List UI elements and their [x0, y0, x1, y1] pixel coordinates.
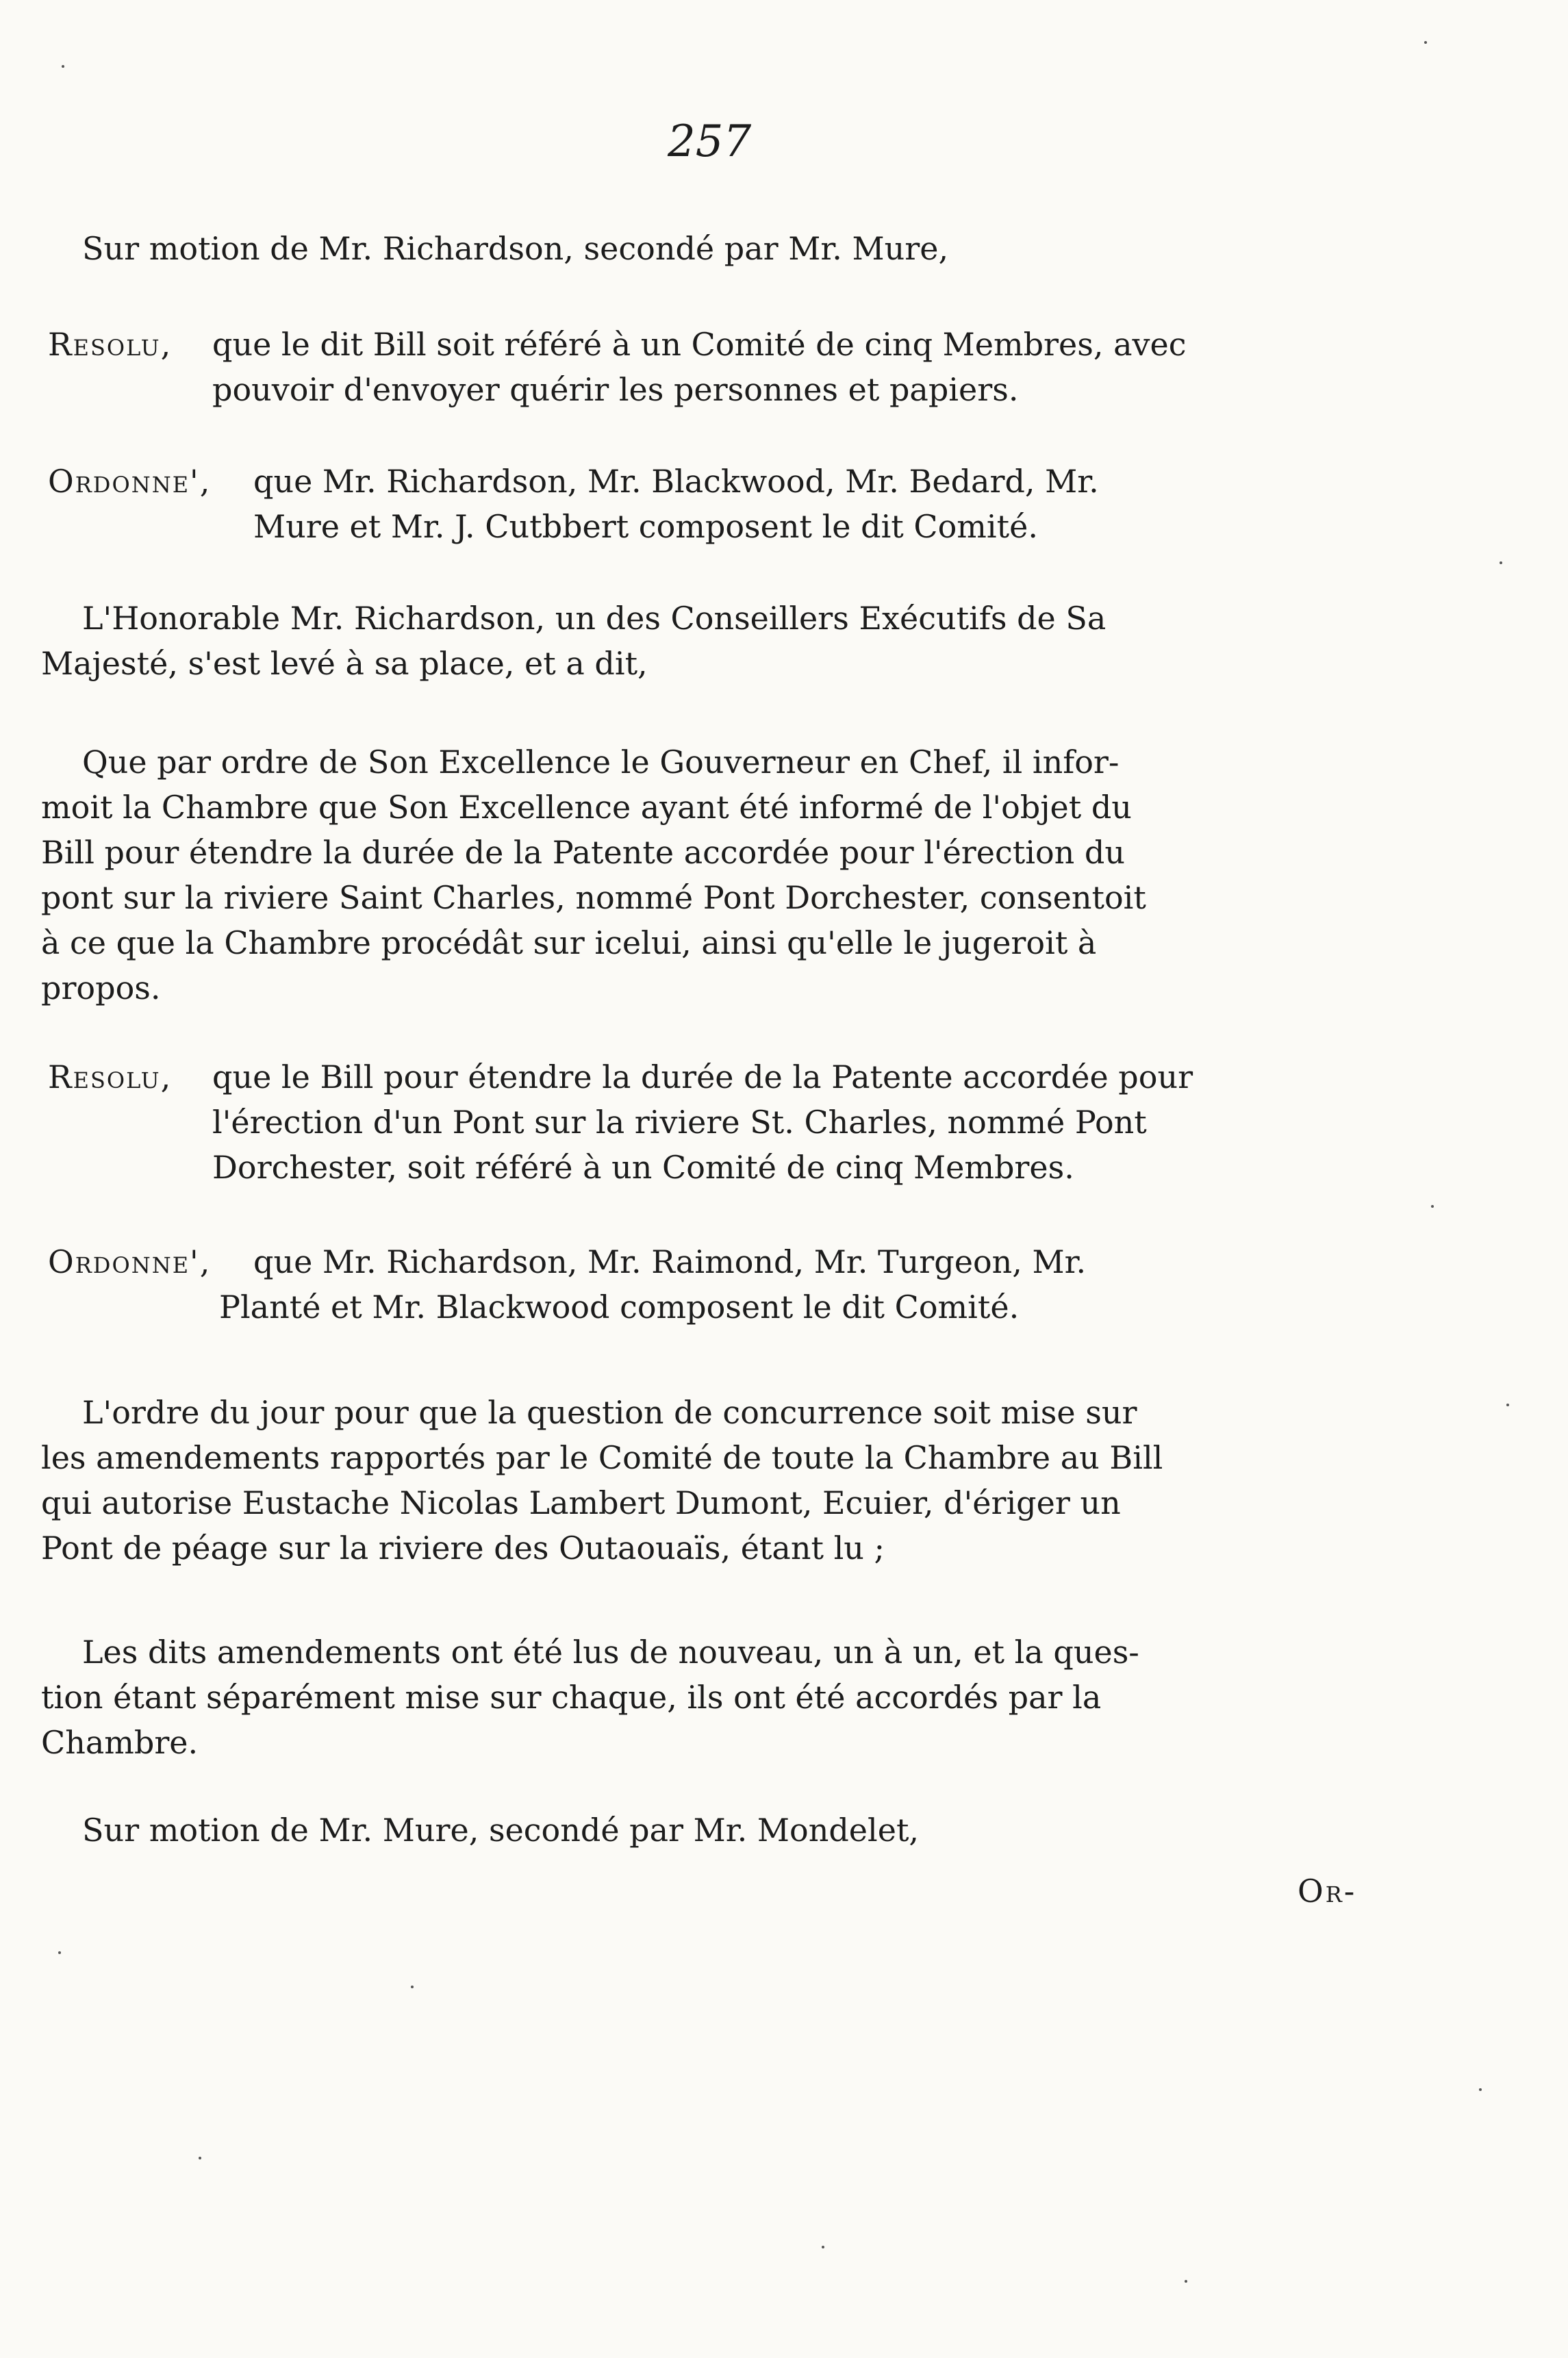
text-line: Que par ordre de Son Excellence le Gouverneur en Chef, il infor- [82, 744, 1120, 781]
speech-paragraph [41, 596, 1107, 686]
resolution-heading: Resolu, [48, 326, 173, 363]
text-line: Les dits amendements ont été lus de nouveau, un à un, et la ques- [82, 1634, 1139, 1671]
scan-speck [1185, 2280, 1187, 2283]
scan-speck [1500, 561, 1502, 564]
message-paragraph [41, 739, 1146, 1011]
text-line: qui autorise Eustache Nicolas Lambert Dumont, Ecuier, d'ériger un [41, 1484, 1121, 1521]
text-line: Sur motion de Mr. Richardson, secondé par Mr. Mure, [82, 230, 949, 267]
text-line: pont sur la riviere Saint Charles, nommé Pont Dorchester, consentoit [41, 879, 1146, 916]
text-line: les amendements rapportés par le Comité de toute la Chambre au Bill [41, 1439, 1163, 1476]
text-line: L'Honorable Mr. Richardson, un des Conseillers Exécutifs de Sa [82, 600, 1107, 637]
scan-speck [411, 1986, 414, 1988]
order-paragraph [253, 459, 1099, 549]
resolution-paragraph [212, 322, 1187, 412]
scan-speck [1431, 1205, 1434, 1208]
scan-speck [58, 1951, 61, 1954]
text-line: Bill pour étendre la durée de la Patente accordée pour l'érection du [41, 834, 1125, 871]
text-line: Chambre. [41, 1724, 199, 1761]
text-line: que le Bill pour étendre la durée de la Patente accordée pour [212, 1058, 1193, 1095]
text-line: Dorchester, soit référé à un Comité de cinq Membres. [212, 1149, 1074, 1186]
text-line: moit la Chambre que Son Excellence ayant été informé de l'objet du [41, 789, 1132, 826]
scan-speck [1424, 41, 1427, 44]
text-line: que Mr. Richardson, Mr. Raimond, Mr. Turgeon, Mr. [253, 1243, 1087, 1280]
order-paragraph [219, 1239, 1087, 1330]
text-line: Pont de péage sur la riviere des Outaouaïs, étant lu ; [41, 1530, 885, 1567]
text-line: Sur motion de Mr. Mure, secondé par Mr. Mondelet, [82, 1812, 920, 1849]
order-of-day-paragraph [41, 1390, 1163, 1571]
amendments-paragraph [41, 1630, 1139, 1765]
text-line: pouvoir d'envoyer quérir les personnes et papiers. [212, 371, 1019, 408]
resolution-paragraph [212, 1054, 1193, 1190]
text-line: propos. [41, 969, 161, 1006]
text-line: l'érection d'un Pont sur la riviere St. Charles, nommé Pont [212, 1104, 1147, 1141]
text-line: L'ordre du jour pour que la question de concurrence soit mise sur [82, 1394, 1137, 1431]
scan-speck [62, 65, 64, 68]
text-line: tion étant séparément mise sur chaque, ils ont été accordés par la [41, 1679, 1102, 1716]
motion-paragraph [82, 1808, 919, 1853]
order-heading: Ordonne', [48, 1243, 212, 1280]
text-line: Mure et Mr. J. Cutbbert composent le dit Comité. [253, 508, 1038, 545]
scan-speck [1506, 1404, 1509, 1406]
scan-speck [822, 2246, 824, 2248]
scan-speck [199, 2157, 201, 2159]
text-line: Planté et Mr. Blackwood composent le dit Comité. [219, 1289, 1020, 1326]
order-heading: Ordonne', [48, 463, 212, 500]
resolution-heading: Resolu, [48, 1058, 173, 1095]
page-number: 257 [668, 116, 752, 167]
text-line: Majesté, s'est levé à sa place, et a dit, [41, 645, 648, 682]
text-line: que le dit Bill soit référé à un Comité de cinq Membres, avec [212, 326, 1187, 363]
text-line: que Mr. Richardson, Mr. Blackwood, Mr. Bedard, Mr. [253, 463, 1099, 500]
text-line: à ce que la Chambre procédât sur icelui, ainsi qu'elle le jugeroit à [41, 924, 1097, 961]
motion-paragraph [82, 226, 948, 271]
scan-speck [1479, 2088, 1482, 2091]
catchword: Or- [1298, 1873, 1357, 1910]
